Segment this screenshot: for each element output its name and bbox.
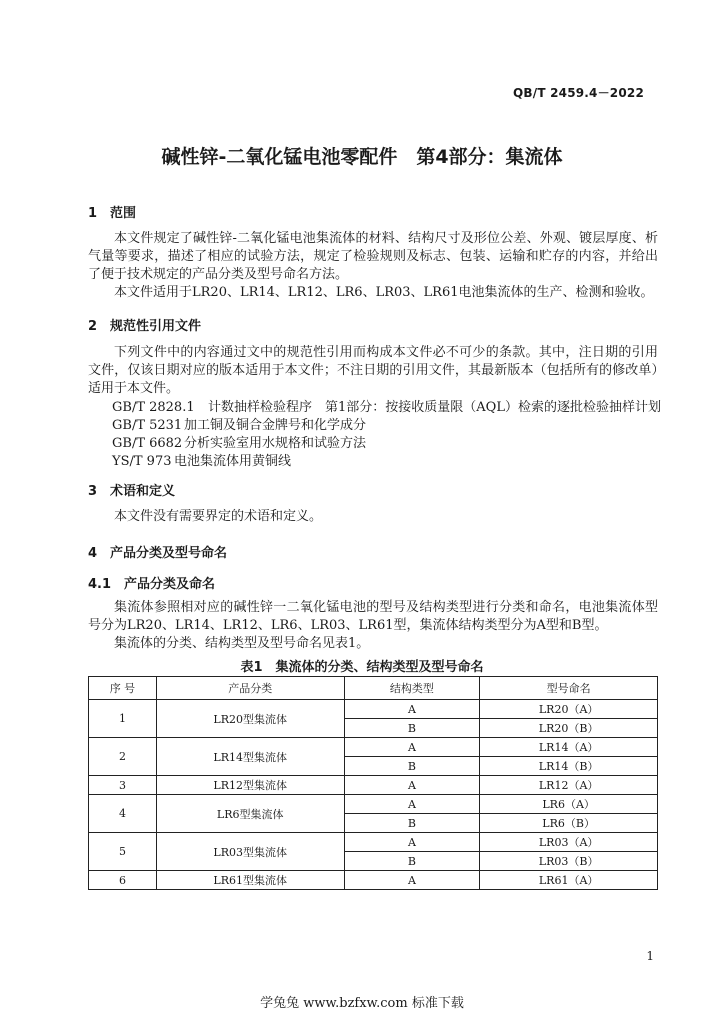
reference-title: 分析实验室用水规格和试验方法 bbox=[184, 436, 367, 451]
section-4-1-paragraph-2: 集流体的分类、结构类型及型号命名见表1。 bbox=[114, 636, 370, 651]
cell-structure-type: B bbox=[344, 719, 480, 738]
cell-category: LR12型集流体 bbox=[156, 776, 344, 795]
cell-structure-type: B bbox=[344, 852, 480, 871]
reference-code: GB/T 5231 bbox=[112, 418, 183, 433]
section-1-paragraph-2: 本文件适用于LR20、LR14、LR12、LR6、LR03、LR61电池集流体的生产、检测和验收。 bbox=[114, 285, 654, 300]
section-1-paragraph-1: 本文件规定了碱性锌-二氧化锰电池集流体的材料、结构尺寸及形位公差、外观、镀层厚度、析气量等要求，描述了相应的试验方法，规定了检验规则及标志、包装、运输和贮存的内容，并给出了便于技术规定的产品分类及型号命名方法。 bbox=[88, 231, 658, 282]
table-row bbox=[89, 738, 658, 757]
header-model-name: 型号命名 bbox=[480, 677, 658, 700]
header-structure-type: 结构类型 bbox=[344, 677, 480, 700]
cell-category: LR61型集流体 bbox=[156, 871, 344, 890]
section-4-heading: 4 产品分类及型号命名 bbox=[88, 546, 228, 561]
reference-code: GB/T 2828.1 bbox=[112, 400, 195, 415]
reference-item bbox=[112, 414, 366, 433]
cell-serial-no: 2 bbox=[89, 738, 157, 776]
table-row bbox=[89, 833, 658, 852]
section-2-heading: 2 规范性引用文件 bbox=[88, 319, 202, 334]
cell-model-name: LR14（A） bbox=[480, 738, 658, 757]
cell-structure-type: A bbox=[344, 795, 480, 814]
reference-code: GB/T 6682 bbox=[112, 436, 183, 451]
section-2-paragraph-1: 下列文件中的内容通过文中的规范性引用而构成本文件必不可少的条款。其中，注日期的引用文件，仅该日期对应的版本适用于本文件；不注日期的引用文件，其最新版本（包括所有的修改单）适用于本文件。 bbox=[88, 345, 658, 396]
section-3-paragraph-1: 本文件没有需要界定的术语和定义。 bbox=[114, 509, 323, 524]
classification-table bbox=[88, 676, 658, 890]
cell-structure-type: A bbox=[344, 738, 480, 757]
cell-model-name: LR03（A） bbox=[480, 833, 658, 852]
table-row bbox=[89, 700, 658, 719]
cell-structure-type: A bbox=[344, 871, 480, 890]
cell-category: LR03型集流体 bbox=[156, 833, 344, 871]
cell-model-name: LR6（B） bbox=[480, 814, 658, 833]
cell-model-name: LR03（B） bbox=[480, 852, 658, 871]
cell-serial-no: 3 bbox=[89, 776, 157, 795]
reference-title: 计数抽样检验程序 第1部分：按接收质量限（AQL）检索的逐批检验抽样计划 bbox=[208, 400, 661, 415]
page-number: 1 bbox=[646, 949, 654, 963]
table-caption: 表1 集流体的分类、结构类型及型号命名 bbox=[240, 660, 484, 675]
reference-item bbox=[112, 396, 661, 415]
table-row bbox=[89, 795, 658, 814]
section-3-heading: 3 术语和定义 bbox=[88, 484, 176, 499]
cell-model-name: LR12（A） bbox=[480, 776, 658, 795]
cell-structure-type: A bbox=[344, 776, 480, 795]
cell-model-name: LR6（A） bbox=[480, 795, 658, 814]
reference-code: YS/T 973 bbox=[112, 454, 172, 469]
reference-title: 电池集流体用黄铜线 bbox=[174, 454, 292, 469]
cell-category: LR20型集流体 bbox=[156, 700, 344, 738]
section-4-1-heading: 4.1 产品分类及命名 bbox=[88, 577, 216, 592]
cell-serial-no: 5 bbox=[89, 833, 157, 871]
header-serial-no: 序 号 bbox=[89, 677, 157, 700]
cell-structure-type: A bbox=[344, 700, 480, 719]
cell-structure-type: A bbox=[344, 833, 480, 852]
document-title: 碱性锌-二氧化锰电池零配件 第4部分：集流体 bbox=[161, 146, 563, 168]
section-1-heading: 1 范围 bbox=[88, 206, 137, 221]
cell-category: LR14型集流体 bbox=[156, 738, 344, 776]
reference-item bbox=[112, 432, 366, 451]
cell-model-name: LR20（A） bbox=[480, 700, 658, 719]
cell-model-name: LR14（B） bbox=[480, 757, 658, 776]
standard-number: QB/T 2459.4－2022 bbox=[513, 86, 644, 100]
cell-category: LR6型集流体 bbox=[156, 795, 344, 833]
cell-serial-no: 4 bbox=[89, 795, 157, 833]
cell-model-name: LR20（B） bbox=[480, 719, 658, 738]
reference-title: 加工铜及铜合金牌号和化学成分 bbox=[184, 418, 367, 433]
cell-serial-no: 1 bbox=[89, 700, 157, 738]
reference-item bbox=[112, 450, 291, 469]
header-category: 产品分类 bbox=[156, 677, 344, 700]
cell-serial-no: 6 bbox=[89, 871, 157, 890]
section-4-1-paragraph-1: 集流体参照相对应的碱性锌一二氧化锰电池的型号及结构类型进行分类和命名，电池集流体型号分为LR20、LR14、LR12、LR6、LR03、LR61型，集流体结构类型分为A型和B型。 bbox=[88, 600, 658, 633]
footer-watermark: 学兔兔 www.bzfxw.com 标准下载 bbox=[260, 996, 464, 1011]
cell-structure-type: B bbox=[344, 757, 480, 776]
cell-structure-type: B bbox=[344, 814, 480, 833]
cell-model-name: LR61（A） bbox=[480, 871, 658, 890]
table-header-row bbox=[89, 677, 658, 700]
table-row bbox=[89, 871, 658, 890]
table-row bbox=[89, 776, 658, 795]
